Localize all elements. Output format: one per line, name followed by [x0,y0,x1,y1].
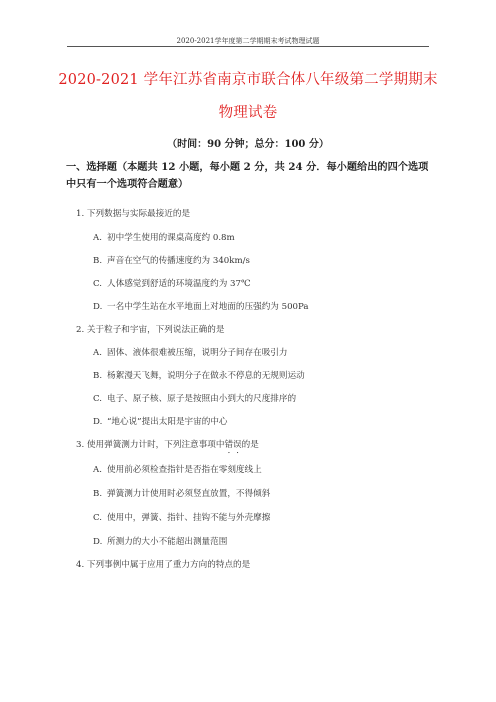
option-letter: D. [93,302,103,312]
option-letter: A. [93,233,102,243]
option-text: 电子、原子核、原子是按照由小到大的尺度排序的 [107,394,297,404]
exam-title-line-1: 2020-2021 学年江苏省南京市联合体八年级第二学期期末 [58,72,438,88]
option-text: 使用前必须检查指针是否指在零刻度线上 [107,465,262,475]
question-3-option-a [93,463,262,475]
option-text: 所测力的大小不能超出测量范围 [107,537,228,547]
option-text: 弹簧测力计使用时必须竖直放置，不得倾斜 [107,489,271,499]
question-2-option-a [93,346,287,358]
question-1-option-c [93,277,251,289]
option-text: 声音在空气的传播速度约为 340km/s [107,256,250,266]
option-text: 使用中，弹簧、指针、挂钩不能与外壳摩擦 [107,513,271,523]
option-letter: A. [93,465,102,475]
option-text: “地心说”提出太阳是宇宙的中心 [107,417,228,427]
header-divider [67,46,429,47]
stem-emphasis: 错误 [224,440,242,450]
question-3-option-c [93,511,270,523]
question-2-option-d [93,415,228,427]
question-3-stem [76,438,259,455]
option-text: 人体感觉到舒适的环境温度约为 37℃ [107,279,251,289]
option-letter: C. [93,513,103,523]
question-1-option-b [93,254,250,266]
option-text: 固体、液体很难被压缩，说明分子间存在吸引力 [107,348,288,358]
exam-meta: （时间：90 分钟；总分：100 分） [167,139,329,150]
option-letter: D. [93,417,103,427]
question-2-stem: 2. 关于粒子和宇宙，下列说法正确的是 [76,325,225,335]
question-1-option-a [93,231,235,243]
question-1-stem: 1. 下列数据与实际最接近的是 [76,209,191,219]
option-letter: A. [93,348,102,358]
option-letter: C. [93,394,103,404]
option-text: 杨絮漫天飞舞，说明分子在做永不停息的无规则运动 [107,371,305,381]
question-4-stem: 4. 下列事例中属于应用了重力方向的特点的是 [76,560,251,570]
section-heading: 一、选择题（本题共 12 小题，每小题 2 分，共 24 分．每小题给出的四个选项中只有一个选项符合题意） [66,161,429,190]
question-3-option-b [93,487,270,499]
question-2-option-b [93,369,305,381]
option-letter: D. [93,537,103,547]
stem-suffix: 的是 [241,440,259,450]
page-header: 2020-2021学年度第二学期期末考试物理试题 [176,37,320,45]
option-text: 初中学生使用的课桌高度约 0.8m [107,233,235,243]
option-letter: B. [93,256,103,266]
question-3-option-d [93,535,227,547]
option-letter: B. [93,489,103,499]
exam-title-line-2: 物理试卷 [218,105,278,121]
option-text: 一名中学生站在水平地面上对地面的压强约为 500Pa [107,302,309,312]
stem-prefix: 3. 使用弹簧测力计时，下列注意事项中 [76,440,225,450]
question-2-option-c [93,392,296,404]
option-letter: B. [93,371,103,381]
question-1-option-d [93,300,309,312]
option-letter: C. [93,279,103,289]
